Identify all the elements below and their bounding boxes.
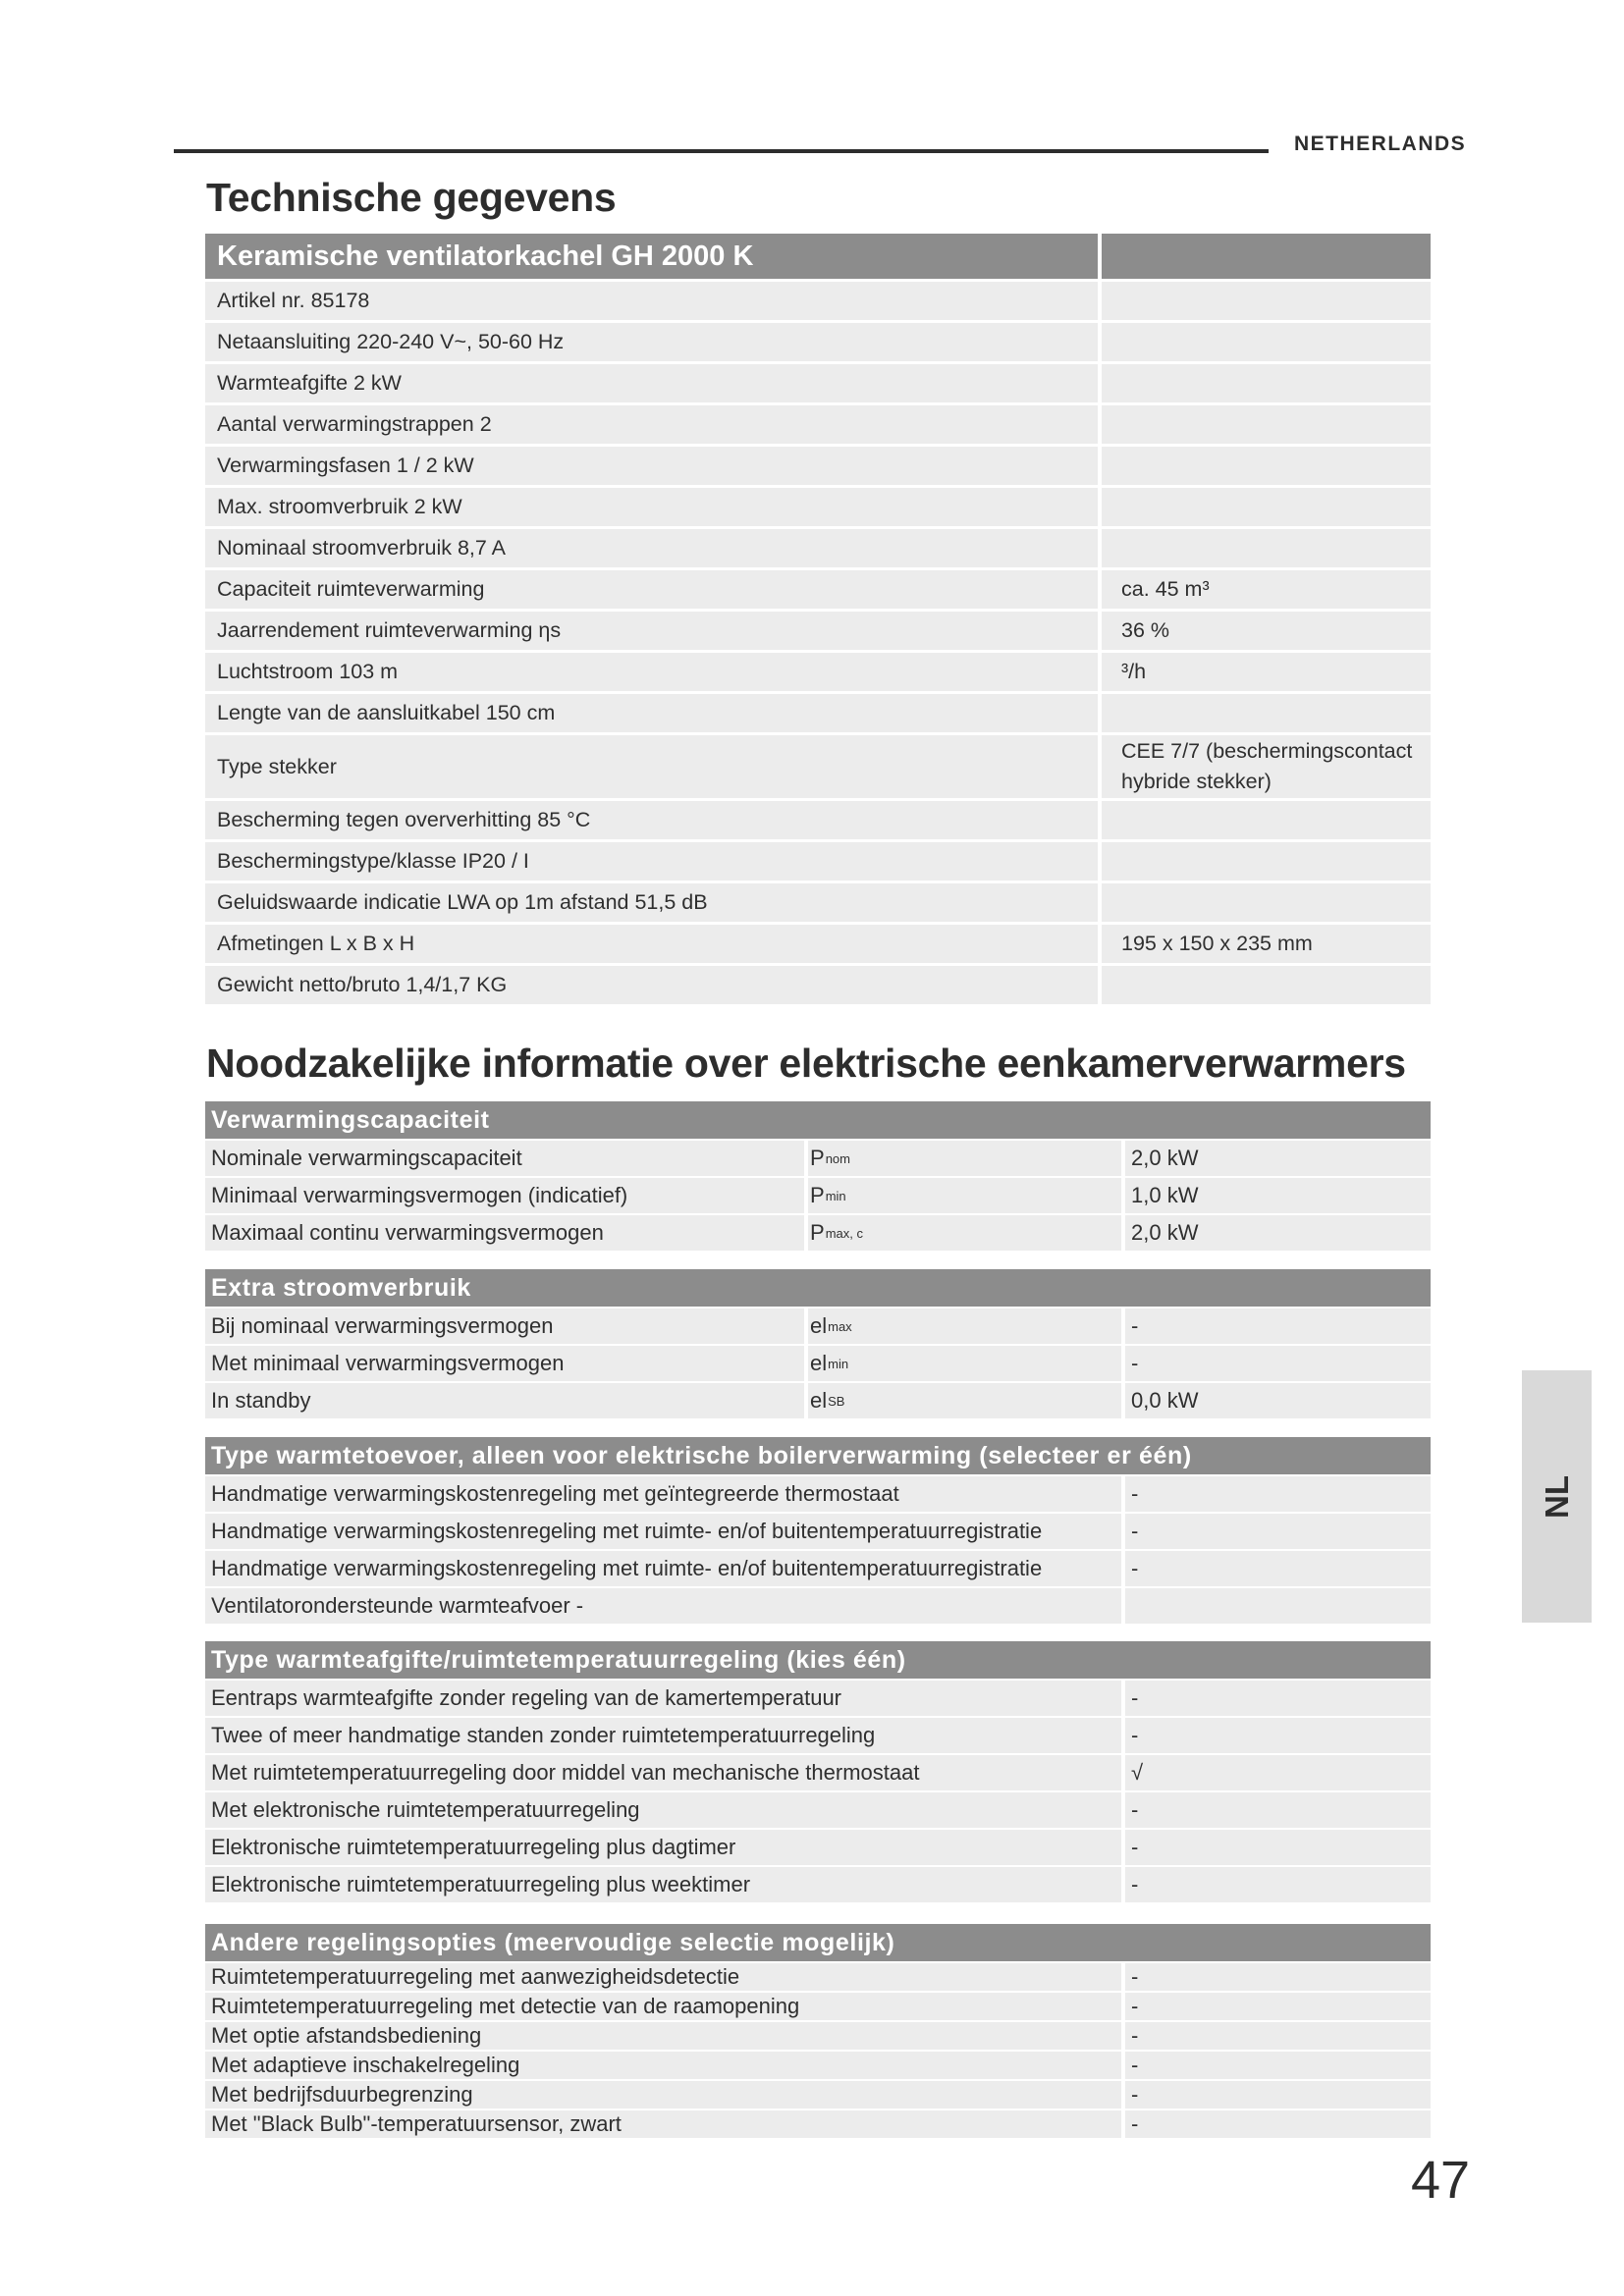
option-label: Met bedrijfsduurbegrenzing xyxy=(205,2081,1121,2109)
option-label: Ruimtetemperatuurregeling met detectie van de raamopening xyxy=(205,1993,1121,2020)
symbol-sub: min xyxy=(828,1356,849,1371)
parameter-symbol xyxy=(808,1178,1121,1213)
spec-value xyxy=(1102,488,1431,526)
option-label: Handmatige verwarmingskostenregeling met ruimte- en/of buitentemperatuurregistratie xyxy=(205,1551,1121,1586)
option-value: - xyxy=(1125,1476,1431,1512)
spec-label: Aantal verwarmingstrappen 2 xyxy=(205,405,1098,444)
table-row xyxy=(205,488,1431,526)
option-value: - xyxy=(1125,1792,1431,1828)
spec-label: Verwarmingsfasen 1 / 2 kW xyxy=(205,447,1098,485)
table-row xyxy=(205,1963,1431,1991)
other-rows xyxy=(205,1963,1431,2138)
spec-value: 195 x 150 x 235 mm xyxy=(1102,925,1431,963)
option-label: Handmatige verwarmingskostenregeling met ruimte- en/of buitentemperatuurregistratie xyxy=(205,1514,1121,1549)
tech-table xyxy=(205,234,1431,1007)
tech-table-title: Keramische ventilatorkachel GH 2000 K xyxy=(205,234,1098,279)
symbol-sub: max, c xyxy=(825,1225,863,1241)
spec-value xyxy=(1102,694,1431,732)
parameter-label: Nominale verwarmingscapaciteit xyxy=(205,1141,804,1176)
table-row xyxy=(205,364,1431,402)
spec-label: Warmteafgifte 2 kW xyxy=(205,364,1098,402)
other-table xyxy=(205,1924,1431,2140)
spec-label: Lengte van de aansluitkabel 150 cm xyxy=(205,694,1098,732)
table-row xyxy=(205,1792,1431,1828)
symbol-sub: SB xyxy=(828,1393,845,1409)
tech-table-header xyxy=(205,234,1431,279)
table-row xyxy=(205,447,1431,485)
spec-value xyxy=(1102,405,1431,444)
symbol-main: el xyxy=(810,1351,828,1375)
section-header-heat-output: Type warmteafgifte/ruimtetemperatuurregeling (kies één) xyxy=(205,1641,1431,1679)
option-value: - xyxy=(1125,1993,1431,2020)
parameter-value: - xyxy=(1125,1308,1431,1344)
parameter-label: Minimaal verwarmingsvermogen (indicatief) xyxy=(205,1178,804,1213)
spec-label: Bescherming tegen oververhitting 85 °C xyxy=(205,801,1098,839)
option-label: Met optie afstandsbediening xyxy=(205,2022,1121,2050)
spec-label: Type stekker xyxy=(205,735,1098,798)
heat-output-rows xyxy=(205,1681,1431,1902)
spec-value xyxy=(1102,883,1431,922)
parameter-value: 2,0 kW xyxy=(1125,1215,1431,1251)
table-row xyxy=(205,801,1431,839)
parameter-symbol xyxy=(808,1346,1121,1381)
option-value: - xyxy=(1125,2081,1431,2109)
table-row xyxy=(205,1141,1431,1176)
spec-value xyxy=(1102,447,1431,485)
table-row xyxy=(205,1383,1431,1418)
table-row xyxy=(205,966,1431,1004)
spec-value xyxy=(1102,801,1431,839)
table-row xyxy=(205,1830,1431,1865)
info-title: Noodzakelijke informatie over elektrische eenkamerverwarmers xyxy=(206,1041,1406,1086)
option-value: √ xyxy=(1125,1755,1431,1790)
heat-output-table xyxy=(205,1641,1431,1904)
table-row xyxy=(205,529,1431,567)
option-value: - xyxy=(1125,1681,1431,1716)
option-label: Met ruimtetemperatuurregeling door middel van mechanische thermostaat xyxy=(205,1755,1121,1790)
option-label: Eentraps warmteafgifte zonder regeling van de kamertemperatuur xyxy=(205,1681,1121,1716)
option-label: Ventilatorondersteunde warmteafvoer - xyxy=(205,1588,1121,1624)
table-row xyxy=(205,1551,1431,1586)
table-row xyxy=(205,405,1431,444)
option-label: Met adaptieve inschakelregeling xyxy=(205,2052,1121,2079)
table-row xyxy=(205,1215,1431,1251)
table-row xyxy=(205,2081,1431,2109)
table-row xyxy=(205,323,1431,361)
option-value xyxy=(1125,1588,1431,1624)
option-label: Elektronische ruimtetemperatuurregeling plus dagtimer xyxy=(205,1830,1121,1865)
page-number: 47 xyxy=(1411,2151,1471,2210)
spec-label: Artikel nr. 85178 xyxy=(205,282,1098,320)
symbol-main: P xyxy=(810,1183,825,1207)
tech-title: Technische gegevens xyxy=(206,175,617,220)
capacity-rows xyxy=(205,1141,1431,1251)
language-tab xyxy=(1522,1370,1592,1623)
option-label: Elektronische ruimtetemperatuurregeling plus weektimer xyxy=(205,1867,1121,1902)
option-value: - xyxy=(1125,1830,1431,1865)
table-row xyxy=(205,694,1431,732)
parameter-symbol xyxy=(808,1383,1121,1418)
table-row xyxy=(205,735,1431,798)
spec-label: Luchtstroom 103 m xyxy=(205,653,1098,691)
table-row xyxy=(205,2110,1431,2138)
symbol-main: P xyxy=(810,1146,825,1170)
spec-value: CEE 7/7 (beschermingscontact hybride stekker) xyxy=(1102,735,1431,798)
spec-value xyxy=(1102,529,1431,567)
table-row xyxy=(205,1178,1431,1213)
option-value: - xyxy=(1125,2022,1431,2050)
parameter-value: 2,0 kW xyxy=(1125,1141,1431,1176)
country-label: NETHERLANDS xyxy=(1294,133,1467,155)
heat-input-rows xyxy=(205,1476,1431,1624)
header-rule xyxy=(174,149,1269,153)
table-row xyxy=(205,1514,1431,1549)
option-value: - xyxy=(1125,1551,1431,1586)
spec-label: Afmetingen L x B x H xyxy=(205,925,1098,963)
option-label: Ruimtetemperatuurregeling met aanwezigheidsdetectie xyxy=(205,1963,1121,1991)
option-label: Handmatige verwarmingskostenregeling met geïntegreerde thermostaat xyxy=(205,1476,1121,1512)
parameter-value: 0,0 kW xyxy=(1125,1383,1431,1418)
spec-label: Capaciteit ruimteverwarming xyxy=(205,570,1098,609)
symbol-main: P xyxy=(810,1220,825,1245)
option-value: - xyxy=(1125,2110,1431,2138)
table-row xyxy=(205,2022,1431,2050)
symbol-sub: min xyxy=(825,1188,846,1203)
spec-value xyxy=(1102,323,1431,361)
spec-label: Jaarrendement ruimteverwarming ηs xyxy=(205,612,1098,650)
section-header-capacity: Verwarmingscapaciteit xyxy=(205,1101,1431,1139)
table-row xyxy=(205,282,1431,320)
symbol-sub: max xyxy=(828,1318,852,1334)
parameter-label: In standby xyxy=(205,1383,804,1418)
spec-value xyxy=(1102,966,1431,1004)
spec-label: Max. stroomverbruik 2 kW xyxy=(205,488,1098,526)
option-label: Twee of meer handmatige standen zonder ruimtetemperatuurregeling xyxy=(205,1718,1121,1753)
section-header-heat-input: Type warmtetoevoer, alleen voor elektrische boilerverwarming (selecteer er één) xyxy=(205,1437,1431,1474)
parameter-symbol xyxy=(808,1141,1121,1176)
info-table xyxy=(205,1101,1431,1253)
table-row xyxy=(205,1867,1431,1902)
table-row xyxy=(205,842,1431,881)
table-row xyxy=(205,1755,1431,1790)
table-row xyxy=(205,1476,1431,1512)
spec-value xyxy=(1102,842,1431,881)
language-tab-label: NL xyxy=(1538,1474,1575,1519)
option-value: - xyxy=(1125,1514,1431,1549)
symbol-main: el xyxy=(810,1313,828,1338)
heat-input-table xyxy=(205,1437,1431,1626)
table-row xyxy=(205,1681,1431,1716)
parameter-value: - xyxy=(1125,1346,1431,1381)
spec-value: 36 % xyxy=(1102,612,1431,650)
section-header-extra: Extra stroomverbruik xyxy=(205,1269,1431,1307)
extra-table xyxy=(205,1269,1431,1420)
parameter-label: Maximaal continu verwarmingsvermogen xyxy=(205,1215,804,1251)
option-label: Met elektronische ruimtetemperatuurregeling xyxy=(205,1792,1121,1828)
option-value: - xyxy=(1125,2052,1431,2079)
option-label: Met "Black Bulb"-temperatuursensor, zwart xyxy=(205,2110,1121,2138)
parameter-label: Met minimaal verwarmingsvermogen xyxy=(205,1346,804,1381)
table-row xyxy=(205,653,1431,691)
table-row xyxy=(205,925,1431,963)
spec-value xyxy=(1102,364,1431,402)
symbol-sub: nom xyxy=(825,1150,850,1166)
parameter-label: Bij nominaal verwarmingsvermogen xyxy=(205,1308,804,1344)
option-value: - xyxy=(1125,1867,1431,1902)
spec-label: Nominaal stroomverbruik 8,7 A xyxy=(205,529,1098,567)
option-value: - xyxy=(1125,1718,1431,1753)
table-row xyxy=(205,1718,1431,1753)
table-row xyxy=(205,1588,1431,1624)
table-row xyxy=(205,1993,1431,2020)
table-row xyxy=(205,570,1431,609)
table-row xyxy=(205,883,1431,922)
table-row xyxy=(205,612,1431,650)
spec-value: ca. 45 m³ xyxy=(1102,570,1431,609)
parameter-symbol xyxy=(808,1215,1121,1251)
option-value: - xyxy=(1125,1963,1431,1991)
spec-label: Beschermingstype/klasse IP20 / I xyxy=(205,842,1098,881)
spec-label: Netaansluiting 220-240 V~, 50-60 Hz xyxy=(205,323,1098,361)
spec-value: ³/h xyxy=(1102,653,1431,691)
parameter-value: 1,0 kW xyxy=(1125,1178,1431,1213)
parameter-symbol xyxy=(808,1308,1121,1344)
spec-label: Geluidswaarde indicatie LWA op 1m afstand 51,5 dB xyxy=(205,883,1098,922)
symbol-main: el xyxy=(810,1388,828,1413)
extra-rows xyxy=(205,1308,1431,1418)
table-row xyxy=(205,2052,1431,2079)
tech-table-header-blank xyxy=(1102,234,1431,279)
spec-label: Gewicht netto/bruto 1,4/1,7 KG xyxy=(205,966,1098,1004)
spec-value xyxy=(1102,282,1431,320)
table-row xyxy=(205,1346,1431,1381)
table-row xyxy=(205,1308,1431,1344)
section-header-other: Andere regelingsopties (meervoudige selectie mogelijk) xyxy=(205,1924,1431,1961)
